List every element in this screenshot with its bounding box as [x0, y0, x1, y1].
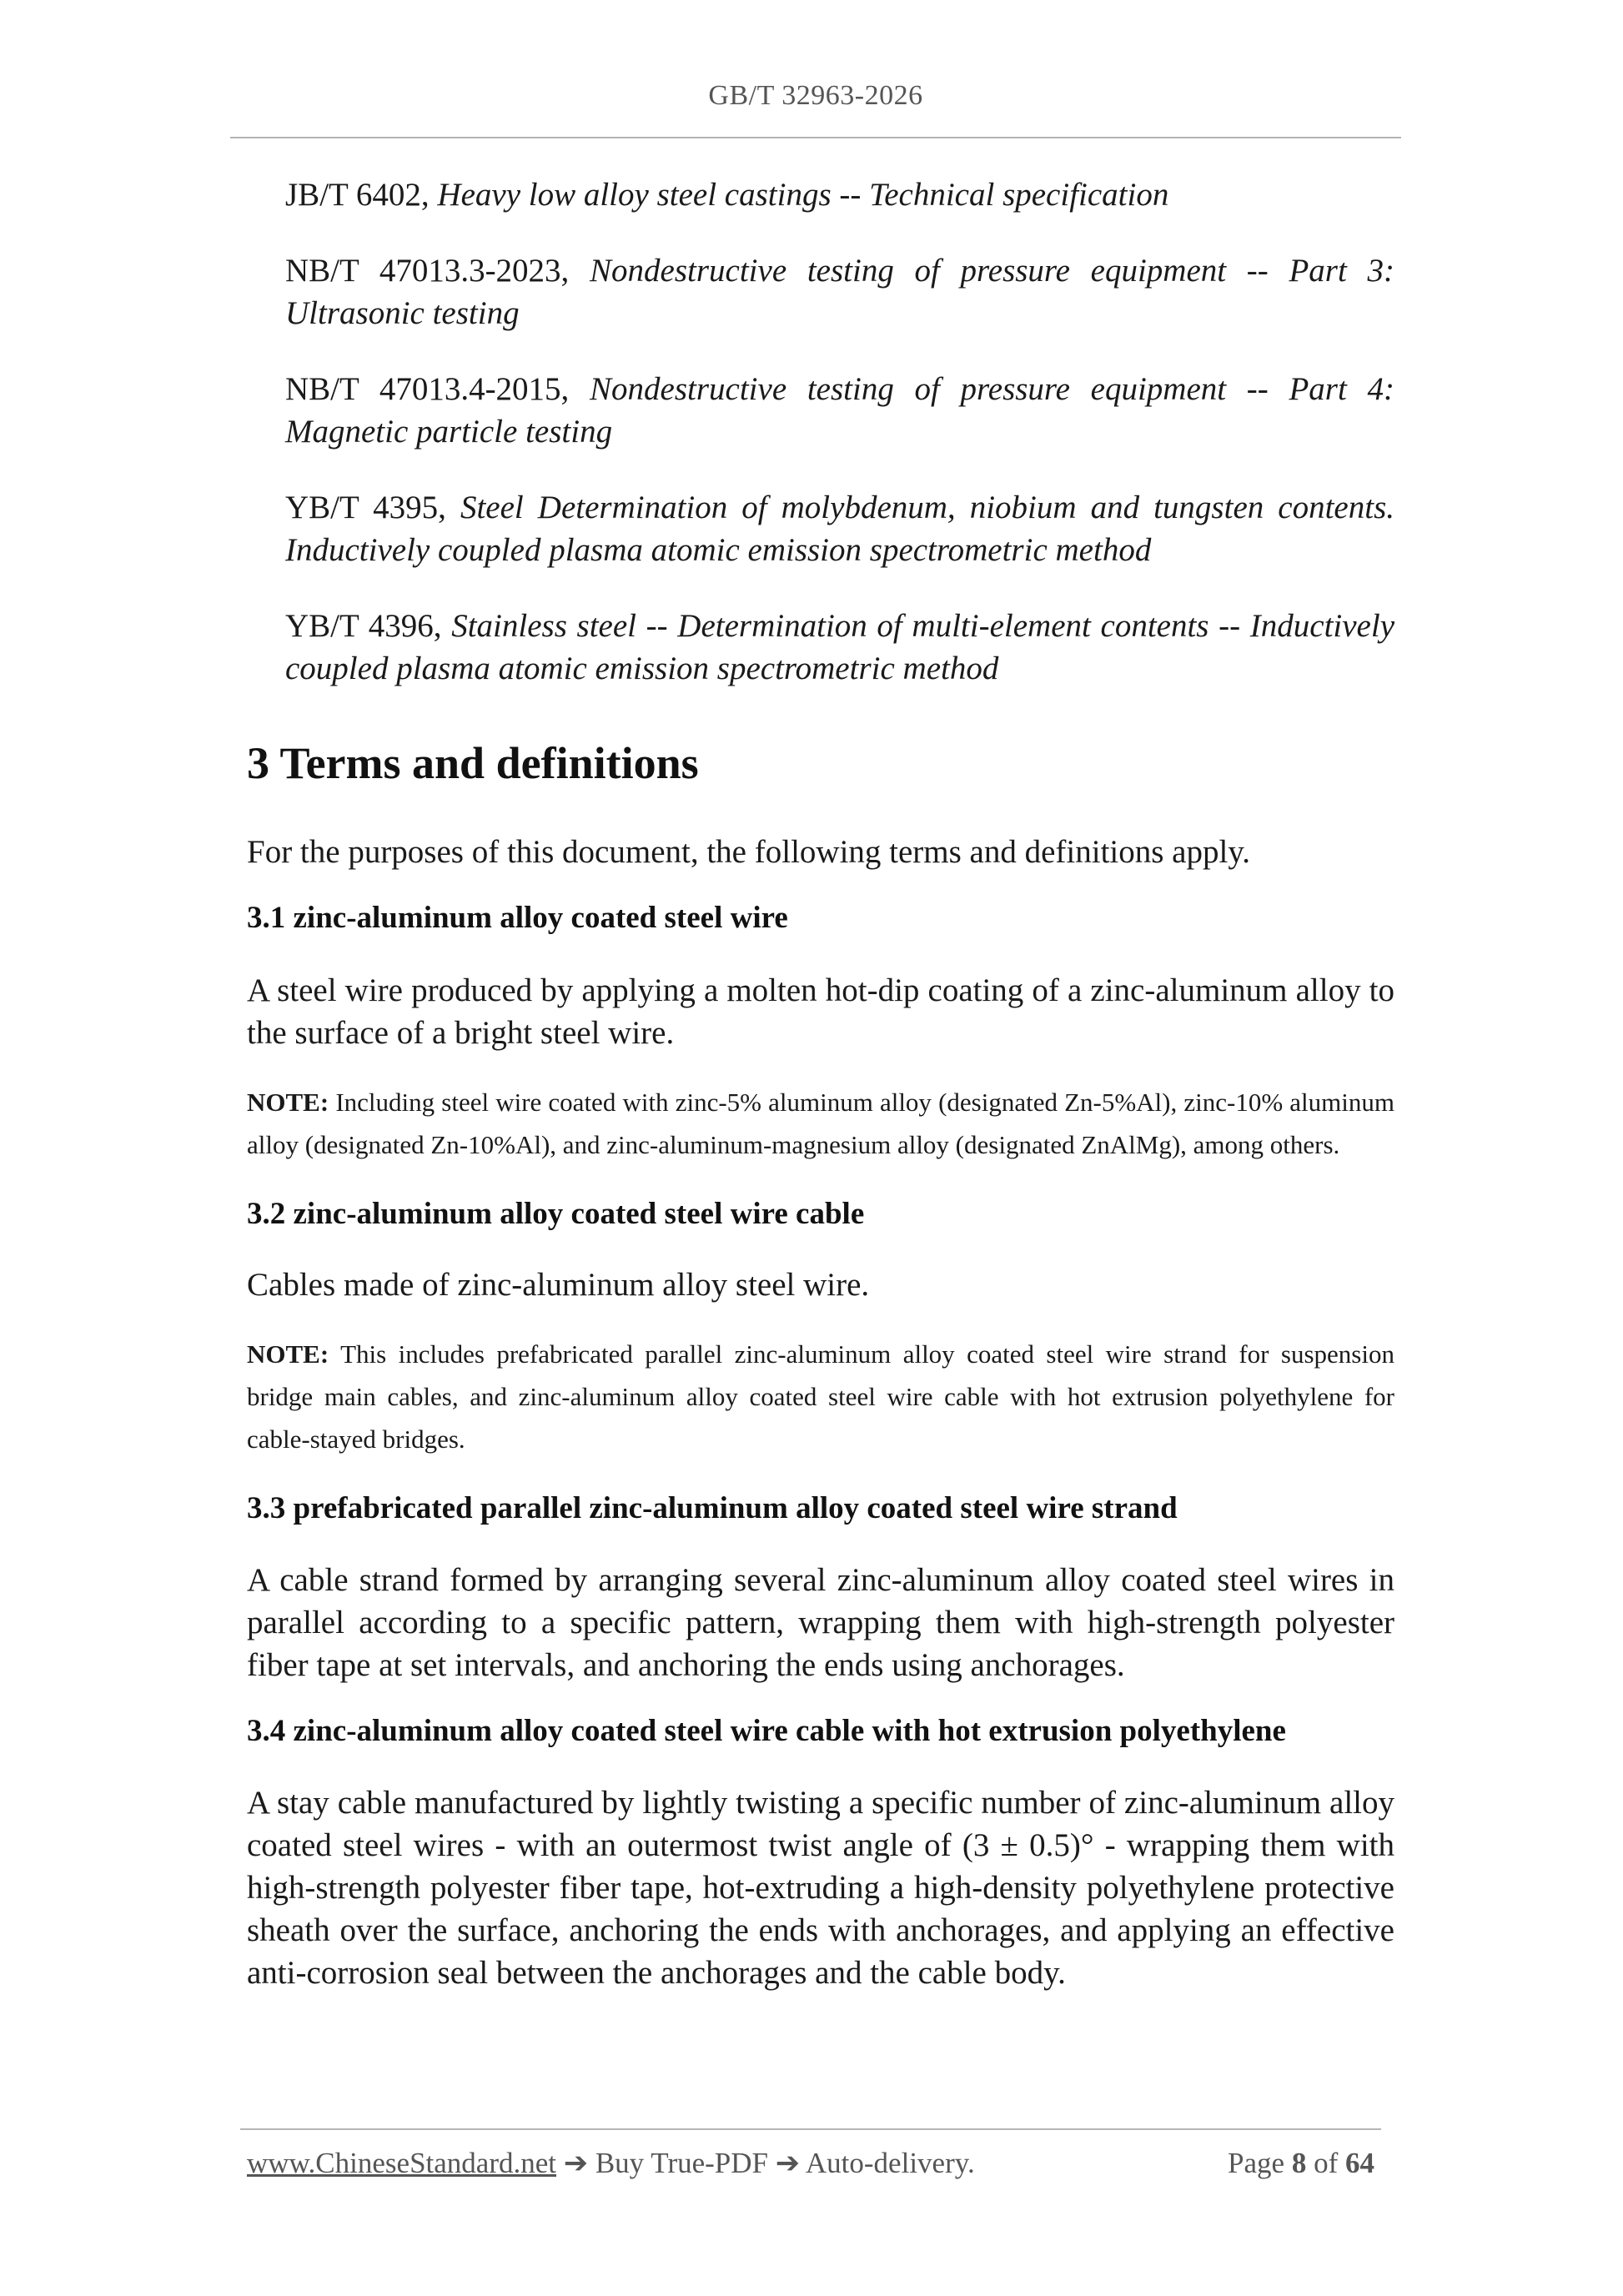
term-definition-3-1: A steel wire produced by applying a molten hot-dip coating of a zinc-aluminum alloy to the surface of a bright steel wire. [247, 972, 1394, 1051]
reference-title: Steel Determination of molybdenum, niobium and tungsten contents. Inductively coupled plasma atomic emission spectrometric method [285, 490, 1395, 568]
site-link[interactable]: www.ChineseStandard.net [247, 2147, 556, 2179]
reference-item [285, 368, 1394, 453]
reference-item [285, 173, 1394, 216]
page-header-standard-code: GB/T 32963-2026 [708, 80, 923, 111]
header-divider [230, 137, 1401, 138]
term-heading-3-3: 3.3 prefabricated parallel zinc-aluminum alloy coated steel wire strand [247, 1491, 1178, 1525]
reference-code: JB/T 6402, [285, 177, 430, 213]
page-number: 8 [1291, 2147, 1307, 2179]
page-label: Page [1228, 2147, 1285, 2179]
of-label: of [1314, 2147, 1339, 2179]
page-footer [247, 2147, 1374, 2187]
delivery-text: Auto-delivery. [805, 2147, 975, 2179]
term-heading-3-4: 3.4 zinc-aluminum alloy coated steel wire cable with hot extrusion polyethylene [247, 1714, 1286, 1748]
reference-title: Heavy low alloy steel castings -- Technical specification [437, 177, 1169, 213]
normative-references-list [285, 173, 1394, 723]
page-counter [1228, 2147, 1374, 2180]
reference-code: NB/T 47013.4-2015, [285, 371, 570, 407]
term-definition-3-2: Cables made of zinc-aluminum alloy steel wire. [247, 1267, 870, 1303]
reference-code: YB/T 4396, [285, 608, 442, 644]
term-note-3-1 [247, 1081, 1394, 1166]
reference-title: Nondestructive testing of pressure equipment -- Part 4: Magnetic particle testing [285, 371, 1394, 450]
reference-code: YB/T 4395, [285, 490, 446, 525]
term-heading-3-1: 3.1 zinc-aluminum alloy coated steel wire [247, 901, 788, 935]
note-text: Including steel wire coated with zinc-5% aluminum alloy (designated Zn-5%Al), zinc-10% aluminum alloy (designated Zn-10%Al), and zinc-aluminum-magnesium alloy (designated ZnAlMg), among others. [247, 1088, 1394, 1159]
section-intro: For the purposes of this document, the following terms and definitions apply. [247, 834, 1251, 870]
footer-divider [240, 2128, 1381, 2130]
reference-title: Stainless steel -- Determination of multi-element contents -- Inductively coupled plasma atomic emission spectrometric method [285, 608, 1394, 686]
term-heading-3-2: 3.2 zinc-aluminum alloy coated steel wire cable [247, 1197, 865, 1231]
reference-code: NB/T 47013.3-2023, [285, 253, 570, 289]
reference-title: Nondestructive testing of pressure equipment -- Part 3: Ultrasonic testing [285, 253, 1394, 331]
reference-item [285, 605, 1394, 690]
total-pages: 64 [1345, 2147, 1374, 2179]
reference-item [285, 249, 1394, 334]
note-text: This includes prefabricated parallel zinc-aluminum alloy coated steel wire strand for suspension bridge main cables, and zinc-aluminum alloy coated steel wire cable with hot extrusion polyethylene for cable-stayed bridges. [247, 1339, 1394, 1454]
arrow-right-icon: ➔ [563, 2147, 589, 2179]
term-note-3-2 [247, 1333, 1394, 1460]
terms-section [247, 734, 1394, 1994]
section-heading: 3 Terms and definitions [247, 738, 699, 788]
term-definition-3-3: A cable strand formed by arranging several zinc-aluminum alloy coated steel wires in parallel according to a specific pattern, wrapping them with high-strength polyester fiber tape at set intervals, and anchoring the ends using anchorages. [247, 1562, 1394, 1683]
arrow-right-icon: ➔ [775, 2147, 801, 2179]
reference-item [285, 486, 1394, 571]
buy-text: Buy True-PDF [595, 2147, 768, 2179]
term-definition-3-4: A stay cable manufactured by lightly twisting a specific number of zinc-aluminum alloy coated steel wires - with an outermost twist angle of (3 ± 0.5)° - wrapping them with high-strength polyester fiber tape, hot-extruding a high-density polyethylene protective sheath over the surface, anchoring the ends with anchorages, and applying an effective anti-corrosion seal between the anchorages and the cable body. [247, 1785, 1394, 1991]
footer-promo [247, 2147, 975, 2180]
note-label: NOTE: [247, 1088, 329, 1117]
note-label: NOTE: [247, 1339, 329, 1369]
